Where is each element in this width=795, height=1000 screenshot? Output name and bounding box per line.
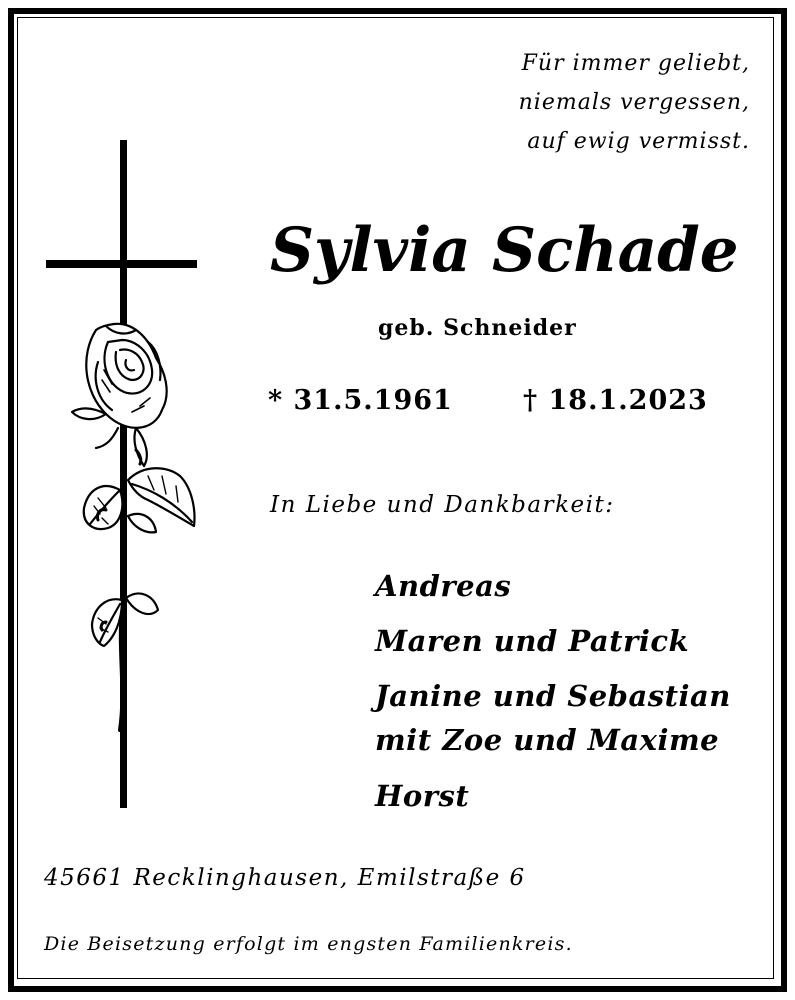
deceased-name: Sylvia Schade bbox=[270, 215, 739, 286]
mourner-1: Andreas bbox=[375, 569, 512, 603]
birth-name: geb. Schneider bbox=[378, 315, 577, 341]
mourner-2: Maren und Patrick bbox=[375, 624, 690, 658]
motto-line-3: auf ewig vermisst. bbox=[527, 129, 750, 154]
dedication-line: In Liebe und Dankbarkeit: bbox=[270, 492, 615, 518]
funeral-note: Die Beisetzung erfolgt im engsten Familienkreis. bbox=[44, 933, 573, 955]
mourner-3: Janine und Sebastian bbox=[375, 679, 731, 713]
mourner-5: Horst bbox=[375, 779, 470, 813]
rose-icon bbox=[72, 324, 194, 730]
motto-line-1: Für immer geliebt, bbox=[521, 51, 750, 76]
address-line: 45661 Recklinghausen, Emilstraße 6 bbox=[44, 865, 526, 891]
mourner-4: mit Zoe und Maxime bbox=[375, 723, 720, 757]
birth-date: * 31.5.1961 bbox=[268, 385, 453, 416]
motto-line-2: niemals vergessen, bbox=[518, 90, 750, 115]
cross-and-rose-illustration bbox=[36, 130, 211, 820]
death-date: † 18.1.2023 bbox=[523, 385, 708, 416]
